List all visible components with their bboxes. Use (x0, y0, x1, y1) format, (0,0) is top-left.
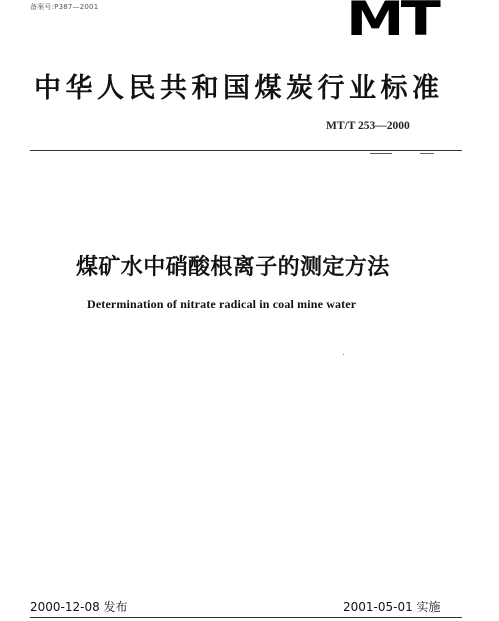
effective-date: 2001-05-01 实施 (343, 600, 441, 614)
standard-name: 中华人民共和国煤炭行业标准 (34, 73, 444, 104)
header-divider (30, 150, 462, 151)
divider-fragment (420, 153, 434, 154)
scan-speck (343, 354, 344, 355)
document-title-english: Determination of nitrate radical in coal mine water (87, 297, 357, 311)
footer-divider (30, 617, 462, 618)
document-title: 煤矿水中硝酸根离子的测定方法 (76, 255, 390, 280)
filing-number: 备案号:P387—2001 (30, 3, 99, 11)
divider-fragment (370, 153, 392, 154)
standard-code: MT/T 253—2000 (326, 120, 410, 132)
mt-logo: MT (346, 0, 438, 47)
issue-date: 2000-12-08 发布 (30, 600, 128, 614)
